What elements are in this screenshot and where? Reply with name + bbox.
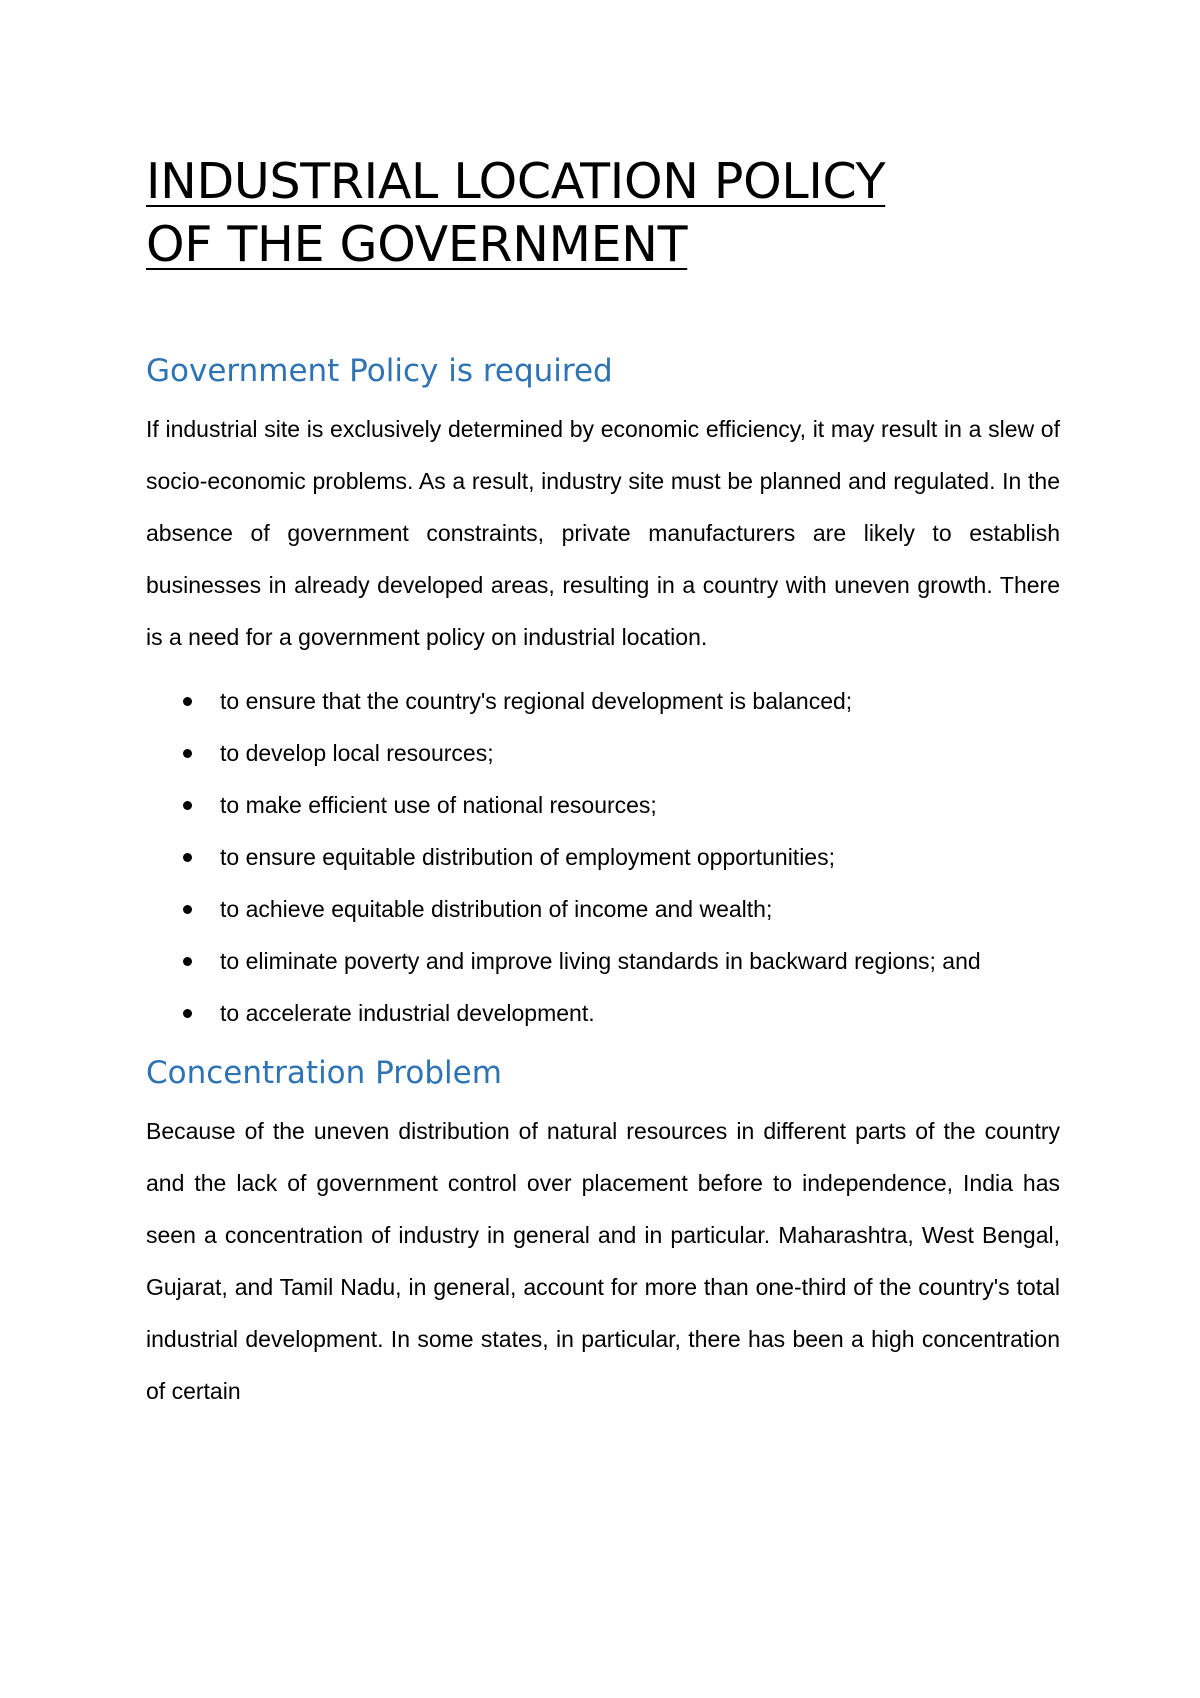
list-item [146,779,1060,831]
list-item-text: to eliminate poverty and improve living standards in backward regions; and [220,948,981,974]
list-item [146,675,1060,727]
list-item-text: to achieve equitable distribution of income and wealth; [220,896,773,922]
list-item [146,831,1060,883]
bullet-icon [183,697,192,706]
bullet-icon [183,853,192,862]
objectives-list [146,675,1060,1039]
list-item-text: to develop local resources; [220,740,494,766]
bullet-icon [183,749,192,758]
title-line-1: INDUSTRIAL LOCATION POLICY [146,153,886,210]
list-item [146,727,1060,779]
bullet-icon [183,1009,192,1018]
section-heading-concentration-problem: Concentration Problem [146,1055,502,1091]
list-item-text: to ensure that the country's regional development is balanced; [220,688,853,714]
bullet-icon [183,905,192,914]
paragraph-government-policy: If industrial site is exclusively determined by economic efficiency, it may result in a slew of socio-economic problems. As a result, industry site must be planned and regulated. In the absence of government constraints, private manufacturers are likely to establish businesses in already developed areas, resulting in a country with uneven growth. There is a need for a government policy on industrial location. [146,416,1060,650]
list-item [146,883,1060,935]
bullet-icon [183,957,192,966]
section-heading-government-policy: Government Policy is required [146,353,613,389]
list-item [146,987,1060,1039]
title-line-2: OF THE GOVERNMENT [146,216,688,273]
list-item-text: to make efficient use of national resources; [220,792,657,818]
list-item-text: to ensure equitable distribution of employment opportunities; [220,844,835,870]
bullet-icon [183,801,192,810]
paragraph-concentration-problem: Because of the uneven distribution of natural resources in different parts of the country and the lack of government control over placement before to independence, India has seen a concentration of industry in general and in particular. Maharashtra, West Bengal, Gujarat, and Tamil Nadu, in general, account for more than one-third of the country's total industrial development. In some states, in particular, there has been a high concentration of certain [146,1118,1060,1404]
document-page [146,150,1060,1417]
document-title [146,150,1060,276]
list-item [146,935,1060,987]
list-item-text: to accelerate industrial development. [220,1000,595,1026]
